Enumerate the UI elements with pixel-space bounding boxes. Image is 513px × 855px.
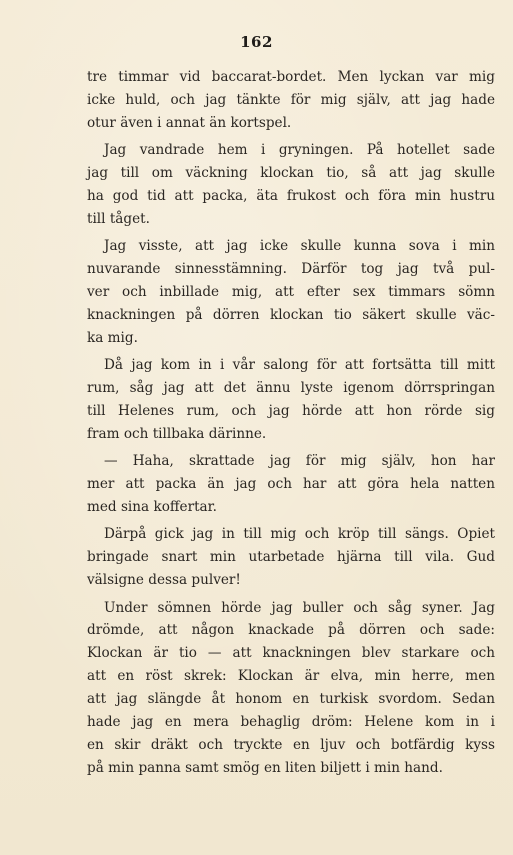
text-line: Under sömnen hörde jag buller och såg syner. Jag: [104, 599, 495, 616]
paragraph: [87, 235, 495, 349]
text-line: Jag vandrade hem i gryningen. På hotellet sade: [104, 142, 495, 159]
text-line: Klockan är tio — att knackningen blev starkare och: [87, 645, 495, 662]
text-line: ha god tid att packa, äta frukost och föra min hustru: [87, 187, 495, 204]
text-line: nuvarande sinnesstämning. Därför tog jag två pul-: [87, 261, 495, 278]
text-line: mer att packa än jag och har att göra hela natten: [87, 476, 495, 493]
text-line: otur även i annat än kortspel.: [87, 114, 292, 131]
text-line: icke huld, och jag tänkte för mig själv, att jag hade: [87, 91, 495, 108]
text-line: ka mig.: [87, 329, 138, 346]
body-text: [87, 66, 495, 784]
text-line: till Helenes rum, och jag hörde att hon rörde sig: [87, 402, 495, 419]
paragraph: [87, 354, 495, 446]
text-line: att jag slängde åt honom en turkisk svordom. Sedan: [87, 691, 495, 708]
text-line: rum, såg jag att det ännu lyste igenom dörrspringan: [87, 380, 495, 397]
text-line: med sina koffertar.: [87, 499, 217, 516]
paragraph: [87, 523, 495, 592]
text-line: drömde, att någon knackade på dörren och sade:: [87, 622, 495, 639]
text-line: jag till om väckning klockan tio, så att jag skulle: [87, 165, 495, 182]
paragraph: [87, 450, 495, 519]
text-line: att en röst skrek: Klockan är elva, min herre, men: [87, 668, 495, 685]
text-line: Då jag kom in i vår salong för att fortsätta till mitt: [104, 357, 495, 374]
text-line: till tåget.: [87, 210, 150, 227]
paragraph: [87, 597, 495, 780]
text-line: välsigne dessa pulver!: [87, 572, 241, 589]
text-line: Därpå gick jag in till mig och kröp till sängs. Opiet: [104, 526, 495, 543]
text-line: på min panna samt smög en liten biljett i min hand.: [87, 759, 443, 776]
text-line: hade jag en mera behaglig dröm: Helene kom in i: [87, 714, 495, 731]
text-line: ver och inbillade mig, att efter sex timmars sömn: [87, 284, 495, 301]
text-line: fram och tillbaka därinne.: [87, 425, 267, 442]
text-line: tre timmar vid baccarat-bordet. Men lyckan var mig: [87, 69, 495, 85]
text-line: knackningen på dörren klockan tio säkert skulle väc-: [87, 306, 495, 323]
page-number: 162: [240, 33, 273, 51]
paragraph: [87, 66, 495, 135]
text-line: en skir dräkt och tryckte en ljuv och botfärdig kyss: [87, 736, 495, 753]
paragraph: [87, 139, 495, 231]
text-line: — Haha, skrattade jag för mig själv, hon har: [104, 453, 495, 470]
text-line: Jag visste, att jag icke skulle kunna sova i min: [104, 238, 495, 255]
text-line: bringade snart min utarbetade hjärna till vila. Gud: [87, 549, 495, 566]
